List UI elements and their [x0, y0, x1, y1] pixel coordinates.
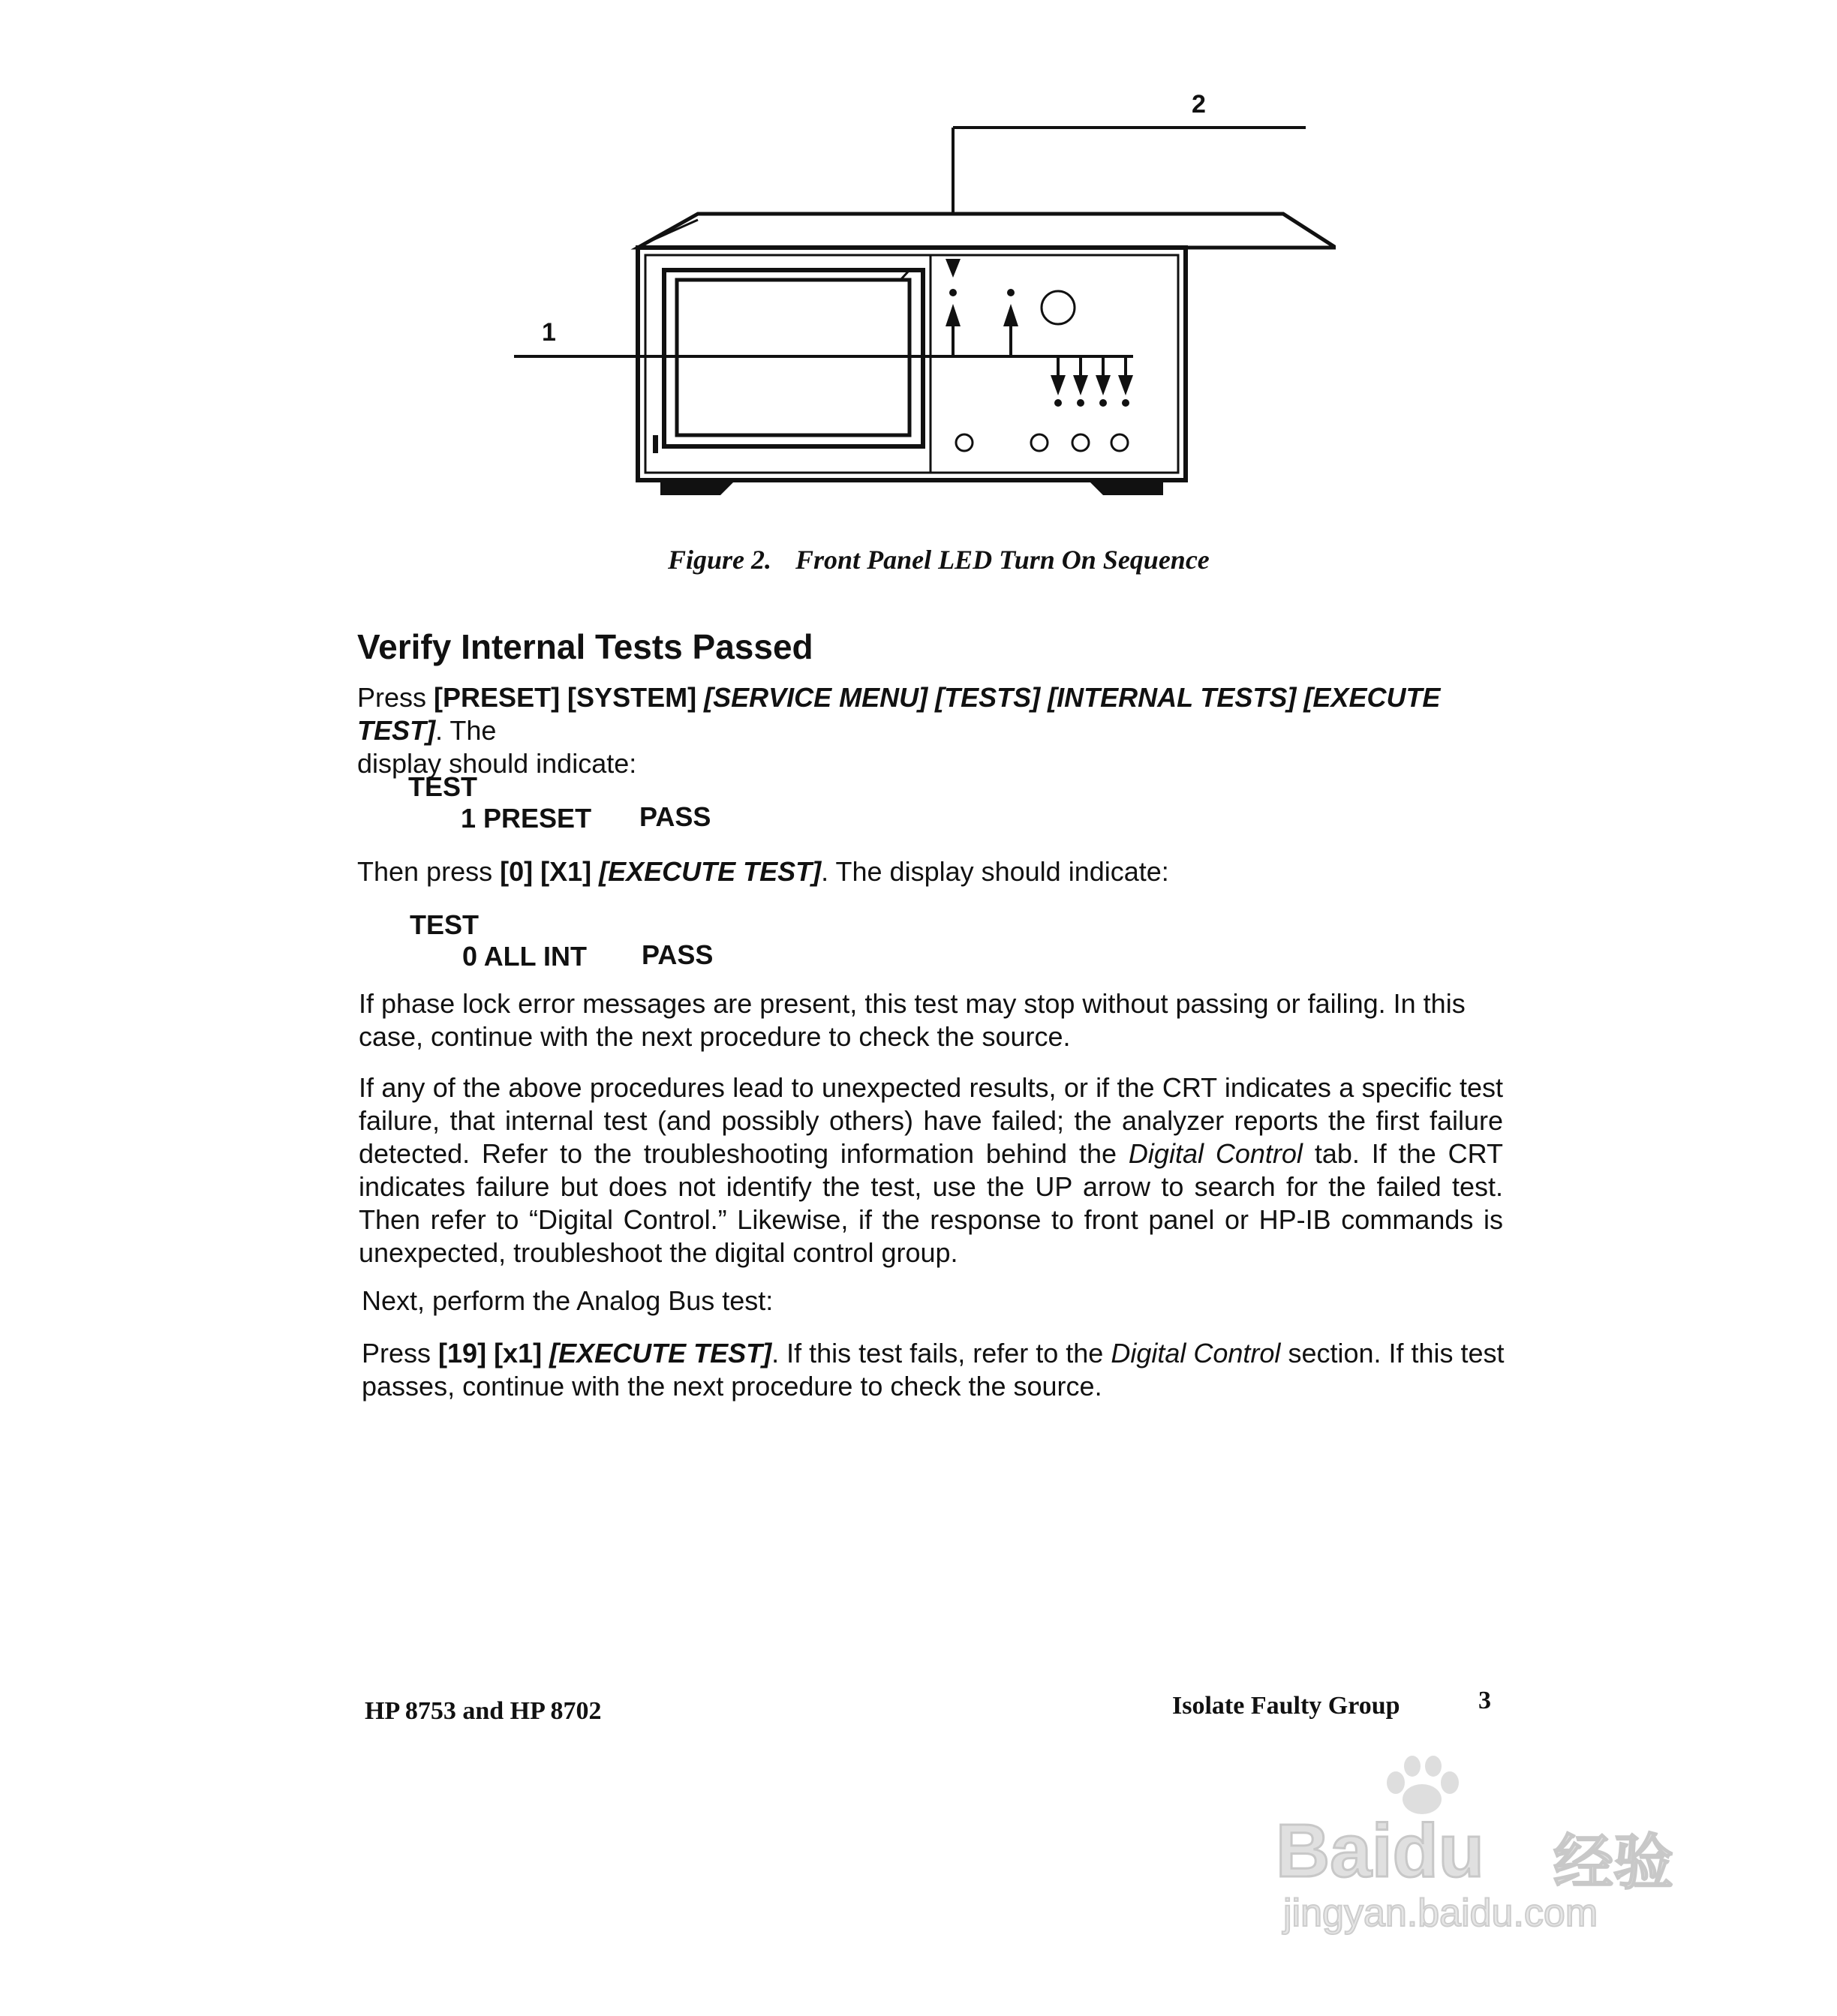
step-1-line2: display should indicate:: [357, 748, 637, 779]
step-3-hardkeys: [19] [x1]: [438, 1338, 543, 1369]
display-1-result: PASS: [639, 801, 711, 832]
failure-part2: tab. If the CRT indicates failure but does not identify the test, use the UP arrow to search for the failed test. Then refer to “Digital Control.” Likewise, if the response to front panel or HP-IB commands is unexpected, troubleshoot the digital control group.: [359, 1138, 1503, 1268]
step-2-hardkeys: [0] [X1]: [500, 856, 592, 887]
figure-caption-label: Figure 2.: [668, 545, 772, 575]
failure-digital-control: Digital Control: [1128, 1138, 1303, 1169]
step-3-mid: . If this test fails, refer to the: [771, 1338, 1104, 1369]
step-3-digital-control: Digital Control: [1111, 1338, 1281, 1369]
watermark-url: jingyan.baidu.com: [1283, 1891, 1598, 1935]
next-paragraph: Next, perform the Analog Bus test:: [362, 1285, 774, 1316]
watermark-logo-text2: du: [1392, 1809, 1484, 1893]
step-1-press: Press: [357, 682, 427, 713]
figure-caption-text: Front Panel LED Turn On Sequence: [795, 545, 1210, 575]
step-1-paragraph: [357, 681, 1502, 780]
phase-lock-paragraph: If phase lock error messages are present, this test may stop without passing or failing. In this case, continue with the next procedure to check the source.: [359, 988, 1466, 1052]
footer-left: HP 8753 and HP 8702: [365, 1697, 602, 1725]
step-1-hardkeys: [PRESET] [SYSTEM]: [434, 682, 697, 713]
display-1-test: 1 PRESET: [461, 803, 592, 834]
step-2-prefix: Then press: [357, 856, 493, 887]
display-2-test: 0 ALL INT: [462, 941, 588, 972]
display-1-header: TEST: [408, 771, 478, 802]
section-heading: Verify Internal Tests Passed: [357, 627, 813, 666]
step-2-softkeys: [EXECUTE TEST]: [599, 856, 822, 887]
step-2-suffix: . The display should indicate:: [821, 856, 1169, 887]
paw-icon: [1381, 1756, 1463, 1816]
failure-part1: If any of the above procedures lead to unexpected results, or if the CRT indicates a specific test failure, that internal test (and possibly others) have failed; the analyzer reports the first failure detected. Refer to the troubleshooting information behind the: [359, 1072, 1503, 1169]
step-3-end: section. If this test passes, continue with the next procedure to check the source.: [362, 1338, 1505, 1402]
step-3-paragraph: [362, 1337, 1506, 1403]
step-3-softkeys: [EXECUTE TEST]: [549, 1338, 772, 1369]
footer-right: Isolate Faulty Group: [1172, 1692, 1400, 1720]
callout-2-label: 2: [1192, 90, 1206, 119]
step-3-press: Press: [362, 1338, 431, 1369]
baidu-watermark: [1276, 1756, 1711, 1935]
front-panel-figure: [510, 86, 1336, 521]
callout-1-label: 1: [542, 318, 556, 347]
display-2-result: PASS: [642, 939, 714, 970]
display-2-header: TEST: [410, 909, 480, 940]
watermark-logo-text: Bai: [1276, 1809, 1393, 1893]
step-2-paragraph: [357, 855, 1502, 888]
failure-paragraph: [359, 1071, 1503, 1269]
step-1-softkeys: [SERVICE MENU] [TESTS] [INTERNAL TESTS] [EXECUTE TEST]: [357, 682, 1441, 746]
watermark-chinese: 经验: [1553, 1829, 1673, 1896]
figure-caption: [668, 544, 1210, 575]
page-number: 3: [1478, 1687, 1491, 1714]
step-1-suffix: . The: [435, 715, 497, 746]
